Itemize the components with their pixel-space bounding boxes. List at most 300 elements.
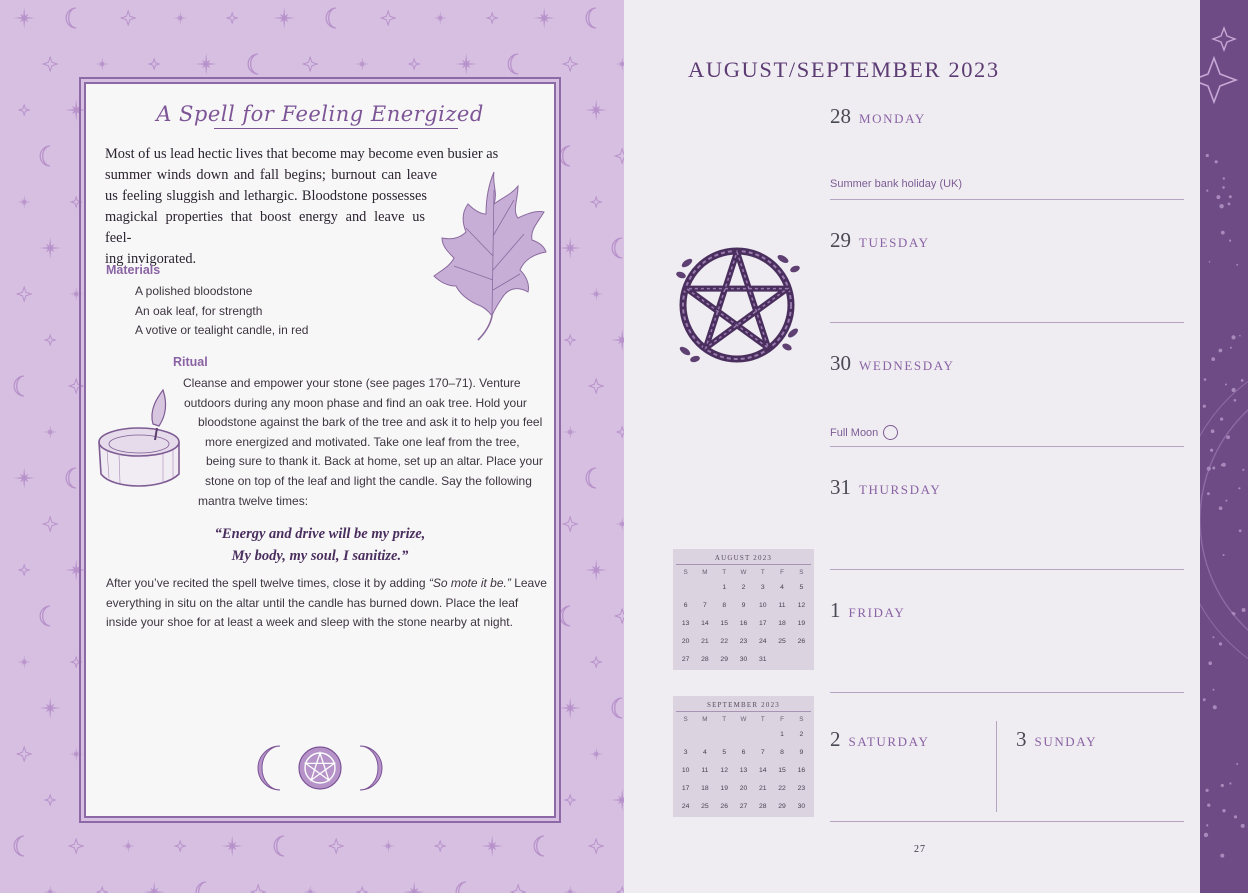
edge-dot: [1242, 469, 1244, 471]
edge-dot: [1211, 357, 1215, 361]
title-underline: [214, 128, 458, 129]
pattern-sparkle: [589, 379, 603, 393]
date-cell: 8: [722, 602, 727, 610]
pentacle-wreath-icon: [671, 243, 803, 367]
edge-dot: [1216, 195, 1220, 199]
intro-line: magickal properties that boost energy and leave us feel-: [105, 209, 425, 246]
date-cell: 15: [778, 766, 786, 774]
closing-line: [106, 574, 547, 594]
day-name: SATURDAY: [848, 734, 930, 749]
date-cell: 30: [739, 655, 748, 663]
pattern-star: [455, 53, 477, 75]
date-cell: 3: [760, 584, 765, 592]
pattern-sparkle: [43, 517, 57, 531]
pattern-star: [43, 425, 57, 439]
closing-text: After you’ve recited the spell twelve times, close it by adding: [106, 576, 429, 590]
weekday-label: M: [702, 568, 708, 576]
pattern-sparkle: [565, 335, 575, 345]
day-number: 31: [830, 475, 851, 499]
pattern-moon: [14, 376, 24, 396]
weekday-label: T: [760, 568, 765, 576]
pattern-sparkle: [303, 57, 317, 71]
date-cell: 6: [741, 749, 746, 757]
pattern-sparkle: [19, 565, 29, 575]
date-cell: 7: [703, 602, 707, 610]
edge-dot: [1206, 154, 1209, 157]
day-number: 29: [830, 228, 851, 252]
pattern-star: [173, 11, 187, 25]
day-number: 1: [830, 598, 841, 622]
pattern-moon: [14, 836, 24, 856]
pattern-star: [95, 57, 109, 71]
pattern-sparkle: [565, 795, 575, 805]
weekday-label: F: [780, 568, 784, 576]
date-cell: 10: [681, 766, 690, 774]
edge-dot: [1231, 335, 1235, 339]
date-cell: 19: [797, 619, 806, 627]
pattern-star: [559, 697, 581, 719]
date-cell: [676, 726, 695, 744]
intro-line: Most of us lead hectic lives that become may become even busier as: [105, 146, 499, 162]
date-cell: 10: [758, 602, 767, 610]
day-tuesday[interactable]: [830, 228, 930, 253]
mini-calendar-title: AUGUST 2023: [676, 552, 811, 565]
date-cell: 12: [797, 602, 806, 610]
pattern-star: [303, 885, 317, 893]
pattern-sparkle: [591, 197, 601, 207]
material-item: An oak leaf, for strength: [135, 303, 263, 318]
date-cell: 1: [780, 731, 784, 739]
pattern-sparkle: [617, 887, 624, 893]
date-cell: 11: [778, 602, 786, 610]
pattern-star: [39, 237, 61, 259]
moon-phase-label: Full Moon: [830, 426, 879, 439]
date-cell: 28: [701, 655, 709, 663]
page-number: 27: [914, 844, 926, 855]
date-cell: 18: [701, 784, 709, 792]
pattern-sparkle: [97, 887, 107, 893]
day-name: WEDNESDAY: [859, 358, 955, 373]
pattern-sparkle: [19, 105, 29, 115]
edge-dot: [1229, 195, 1232, 198]
ritual-line: mantra twelve times:: [198, 493, 309, 508]
date-cell: 2: [799, 731, 804, 739]
weekday-label: S: [683, 715, 688, 723]
oak-leaf-icon: [432, 170, 548, 342]
mini-calendar-august: [673, 549, 814, 670]
pattern-moon: [40, 606, 50, 626]
pattern-sparkle: [409, 59, 419, 69]
page-edge-strip: [1200, 0, 1248, 893]
date-cell: 25: [701, 802, 709, 810]
date-cell: 12: [720, 766, 728, 774]
date-cell: 17: [681, 784, 690, 792]
date-cell: [734, 726, 753, 744]
edge-dot: [1219, 204, 1223, 208]
day-name: TUESDAY: [859, 235, 930, 250]
pattern-star: [585, 99, 607, 121]
pattern-star: [433, 11, 447, 25]
weekday-label: M: [702, 715, 708, 723]
day-thursday[interactable]: [830, 475, 941, 500]
mini-calendar-grid: [676, 565, 811, 668]
pattern-star: [143, 881, 165, 893]
date-cell: [695, 579, 714, 597]
closing-text: Leave: [510, 576, 547, 590]
pattern-sparkle: [227, 13, 237, 23]
pattern-moon: [196, 882, 206, 893]
edge-dot: [1206, 824, 1208, 826]
weekend-divider: [996, 721, 997, 812]
pattern-moon: [248, 54, 258, 74]
pattern-moon: [586, 468, 596, 488]
edge-dot: [1226, 435, 1230, 439]
pattern-star: [589, 287, 603, 301]
day-divider: [830, 692, 1184, 693]
date-cell: 17: [758, 619, 767, 627]
day-name: THURSDAY: [859, 482, 942, 497]
edge-dot: [1213, 689, 1215, 691]
edge-dot: [1208, 661, 1212, 665]
date-cell: 26: [797, 637, 806, 645]
ritual-line: Cleanse and empower your stone (see pages 170–71). Venture: [183, 376, 521, 390]
date-cell: 24: [681, 802, 690, 810]
edge-dot: [1220, 418, 1223, 421]
week-title: AUGUST/SEPTEMBER 2023: [688, 57, 1000, 82]
pattern-sparkle: [175, 841, 185, 851]
date-cell: 15: [720, 619, 728, 627]
date-cell: 14: [758, 766, 767, 774]
pattern-sparkle: [45, 335, 55, 345]
mini-calendar-grid: [676, 712, 811, 815]
pattern-moon: [274, 836, 284, 856]
edge-dot: [1212, 467, 1215, 470]
pattern-star: [585, 559, 607, 581]
day-name: FRIDAY: [848, 605, 906, 620]
intro-line: us feeling sluggish and lethargic. Bloodstone possesses: [105, 188, 427, 204]
edge-dot: [1228, 203, 1231, 206]
date-cell: 16: [739, 619, 748, 627]
day-sunday[interactable]: [1016, 727, 1097, 752]
date-cell: 13: [681, 619, 690, 627]
date-cell: 18: [778, 619, 786, 627]
day-number: 2: [830, 727, 841, 751]
pattern-star: [273, 7, 295, 29]
pattern-moon: [40, 146, 50, 166]
week-row: [676, 650, 811, 668]
edge-dot: [1229, 782, 1231, 784]
edge-dot: [1239, 335, 1241, 337]
pattern-sparkle: [589, 839, 603, 853]
date-cell: 2: [741, 584, 746, 592]
date-cell: 30: [797, 802, 806, 810]
ritual-line: stone on top of the leaf and light the candle. Say the following: [205, 474, 532, 488]
day-number: 28: [830, 104, 851, 128]
weekday-label: T: [722, 568, 727, 576]
pattern-moon: [586, 8, 596, 28]
edge-dot: [1221, 464, 1223, 466]
weekday-label: W: [740, 568, 747, 576]
closing-quote: “So mote it be.”: [428, 576, 511, 590]
pattern-star: [611, 789, 624, 811]
edge-dot: [1225, 384, 1227, 386]
day-name: SUNDAY: [1034, 734, 1098, 749]
edge-dot: [1211, 429, 1215, 433]
mantra-line: My body, my soul, I sanitize.”: [231, 548, 409, 564]
day-divider: [830, 569, 1184, 570]
date-cell: [715, 726, 734, 744]
edge-dot: [1236, 763, 1238, 765]
edge-dot: [1219, 506, 1223, 510]
pattern-sparkle: [45, 795, 55, 805]
pattern-sparkle: [615, 609, 624, 623]
week-row: [676, 762, 811, 780]
pattern-sparkle: [43, 57, 57, 71]
pattern-sparkle: [617, 427, 624, 437]
spell-title: A Spell for Feeling Energized: [156, 102, 484, 126]
date-cell: 9: [741, 602, 746, 610]
pattern-star: [121, 839, 135, 853]
date-cell: 22: [720, 637, 728, 645]
week-row: [676, 726, 811, 744]
edge-dot: [1238, 487, 1240, 489]
day-divider: [830, 446, 1184, 447]
date-cell: 3: [683, 749, 688, 757]
weekday-label: S: [683, 568, 688, 576]
date-cell: 11: [701, 766, 709, 774]
edge-dot: [1230, 347, 1232, 349]
date-cell: 21: [758, 784, 767, 792]
pattern-sparkle: [487, 13, 497, 23]
edge-dot: [1210, 449, 1213, 452]
edge-dot: [1206, 789, 1209, 792]
week-row: [676, 779, 811, 797]
date-cell: 1: [722, 584, 727, 592]
mantra-line: “Energy and drive will be my prize,: [214, 526, 426, 542]
mantra: [84, 523, 556, 567]
date-cell: 22: [778, 784, 786, 792]
edge-dot: [1241, 824, 1245, 828]
triple-moon-pentacle-icon: [256, 743, 384, 793]
date-cell: 26: [720, 802, 728, 810]
date-cell: 23: [797, 784, 806, 792]
pattern-sparkle: [435, 841, 445, 851]
pattern-sparkle: [357, 887, 367, 893]
pattern-sparkle: [17, 747, 31, 761]
pattern-star: [195, 53, 217, 75]
date-cell: 8: [780, 749, 784, 757]
date-cell: 20: [739, 784, 748, 792]
edge-dot: [1206, 190, 1208, 192]
edge-dot: [1234, 815, 1237, 818]
closing-line: everything in situ on the altar until the candle has burned down. Place the leaf: [106, 595, 519, 610]
date-cell: 20: [681, 637, 690, 645]
day-wednesday[interactable]: [830, 351, 955, 376]
pattern-star: [533, 7, 555, 29]
day-number: 30: [830, 351, 851, 375]
mini-calendar-title: SEPTEMBER 2023: [676, 699, 811, 712]
edge-dot: [1219, 642, 1222, 645]
date-cell: 27: [739, 802, 748, 810]
edge-dot: [1213, 705, 1217, 709]
edge-dot: [1207, 492, 1210, 495]
edge-dot: [1203, 698, 1206, 701]
pattern-sparkle: [381, 11, 395, 25]
date-cell: 9: [799, 749, 804, 757]
mini-calendar-september: [673, 696, 814, 817]
pattern-sparkle: [511, 885, 525, 893]
date-cell: 4: [703, 749, 707, 757]
pattern-star: [43, 885, 57, 893]
date-cell: 31: [758, 655, 767, 663]
date-cell: 25: [778, 637, 786, 645]
date-cell: [753, 726, 772, 744]
date-cell: 5: [722, 749, 727, 757]
edge-dot: [1222, 809, 1225, 812]
edge-dot: [1221, 231, 1225, 235]
pattern-sparkle: [17, 287, 31, 301]
ritual-line: outdoors during any moon phase and find an oak tree. Hold your: [184, 395, 527, 410]
moon-phase-note: [830, 425, 898, 440]
intro-line: ing invigorated.: [105, 251, 197, 267]
weekday-label: W: [740, 715, 747, 723]
date-cell: 21: [701, 637, 709, 645]
material-item: A polished bloodstone: [135, 284, 253, 298]
ritual-line: being sure to thank it. Back at home, set up an altar. Place your: [206, 454, 543, 469]
pattern-moon: [560, 146, 570, 166]
pattern-moon: [456, 882, 466, 893]
date-cell: 24: [758, 637, 767, 645]
date-cell: 16: [797, 766, 806, 774]
day-divider: [830, 322, 1184, 323]
edge-dot: [1220, 854, 1224, 858]
edge-dot: [1219, 349, 1223, 353]
day-divider: [830, 199, 1184, 200]
week-row: [676, 797, 811, 815]
pattern-star: [221, 835, 243, 857]
date-cell: 27: [681, 655, 690, 663]
pattern-moon: [534, 836, 544, 856]
date-cell: 29: [720, 655, 728, 663]
pattern-star: [611, 329, 624, 351]
date-cell: 5: [799, 584, 804, 592]
day-divider: [830, 821, 1184, 822]
pattern-sparkle: [251, 885, 265, 893]
edge-dot: [1223, 177, 1225, 179]
edge-dot: [1209, 261, 1211, 263]
pattern-moon: [66, 8, 76, 28]
edge-dot: [1204, 378, 1207, 381]
pattern-star: [615, 57, 624, 71]
weekday-label: S: [799, 715, 804, 723]
pattern-sparkle: [149, 59, 159, 69]
pattern-star: [481, 835, 503, 857]
pattern-star: [563, 425, 577, 439]
date-cell: 14: [701, 619, 709, 627]
date-cell: 4: [780, 584, 784, 592]
pattern-sparkle: [563, 57, 577, 71]
weekday-label: T: [760, 715, 765, 723]
holiday-note: Summer bank holiday (UK): [830, 178, 963, 190]
date-cell: [772, 650, 791, 668]
full-moon-icon: [883, 425, 898, 440]
edge-dot: [1215, 160, 1218, 163]
pattern-moon: [612, 698, 622, 718]
pattern-star: [589, 747, 603, 761]
weekday-label: F: [780, 715, 784, 723]
pattern-sparkle: [329, 839, 343, 853]
pattern-star: [39, 697, 61, 719]
pattern-star: [381, 839, 395, 853]
intro-line: summer winds down and fall begins; burnout can leave: [105, 167, 437, 183]
pattern-star: [13, 7, 35, 29]
pattern-moon: [560, 606, 570, 626]
day-monday[interactable]: [830, 104, 926, 129]
date-cell: 28: [758, 802, 767, 810]
date-cell: 13: [739, 766, 748, 774]
date-cell: 7: [760, 749, 765, 757]
weekday-label: S: [799, 568, 804, 576]
pattern-star: [563, 885, 577, 893]
pattern-sparkle: [563, 517, 577, 531]
pattern-star: [17, 195, 31, 209]
pattern-star: [403, 881, 425, 893]
edge-dot: [1225, 500, 1227, 502]
pattern-moon: [66, 468, 76, 488]
date-cell: [695, 726, 714, 744]
edge-dot: [1203, 405, 1206, 408]
edge-dot: [1222, 186, 1225, 189]
day-number: 3: [1016, 727, 1027, 751]
closing-paragraph: [106, 574, 547, 633]
date-cell: [792, 650, 811, 668]
day-friday[interactable]: [830, 598, 905, 623]
edge-dot: [1232, 388, 1236, 392]
closing-line: inside your shoe for at least a week and sleep with the stone nearby at night.: [106, 615, 513, 630]
pattern-star: [615, 517, 624, 531]
week-row: [676, 579, 811, 597]
date-cell: [676, 579, 695, 597]
week-row: [676, 597, 811, 615]
edge-decoration: [1200, 0, 1248, 893]
pattern-moon: [612, 238, 622, 258]
ritual-line: more energized and motivated. Take one leaf from the tree,: [205, 434, 520, 449]
edge-dot: [1223, 554, 1225, 556]
day-name: MONDAY: [859, 111, 926, 126]
edge-dot: [1207, 804, 1210, 807]
edge-dot: [1234, 399, 1237, 402]
weekday-label: T: [722, 715, 727, 723]
materials-list: [135, 282, 395, 341]
date-cell: 6: [683, 602, 688, 610]
edge-dot: [1221, 784, 1224, 787]
edge-dot: [1241, 379, 1244, 382]
ritual-line: bloodstone against the bark of the tree and ask it to help you feel: [198, 415, 543, 430]
pattern-star: [13, 467, 35, 489]
week-row: [676, 744, 811, 762]
week-row: [676, 615, 811, 633]
pattern-sparkle: [121, 11, 135, 25]
pattern-star: [559, 237, 581, 259]
edge-dot: [1204, 833, 1208, 837]
pattern-star: [17, 655, 31, 669]
date-cell: 19: [720, 784, 728, 792]
day-saturday[interactable]: [830, 727, 929, 752]
date-cell: 29: [778, 802, 786, 810]
edge-dot: [1239, 529, 1242, 532]
ritual-heading: Ritual: [173, 355, 208, 369]
tealight-candle-icon: [93, 388, 185, 492]
